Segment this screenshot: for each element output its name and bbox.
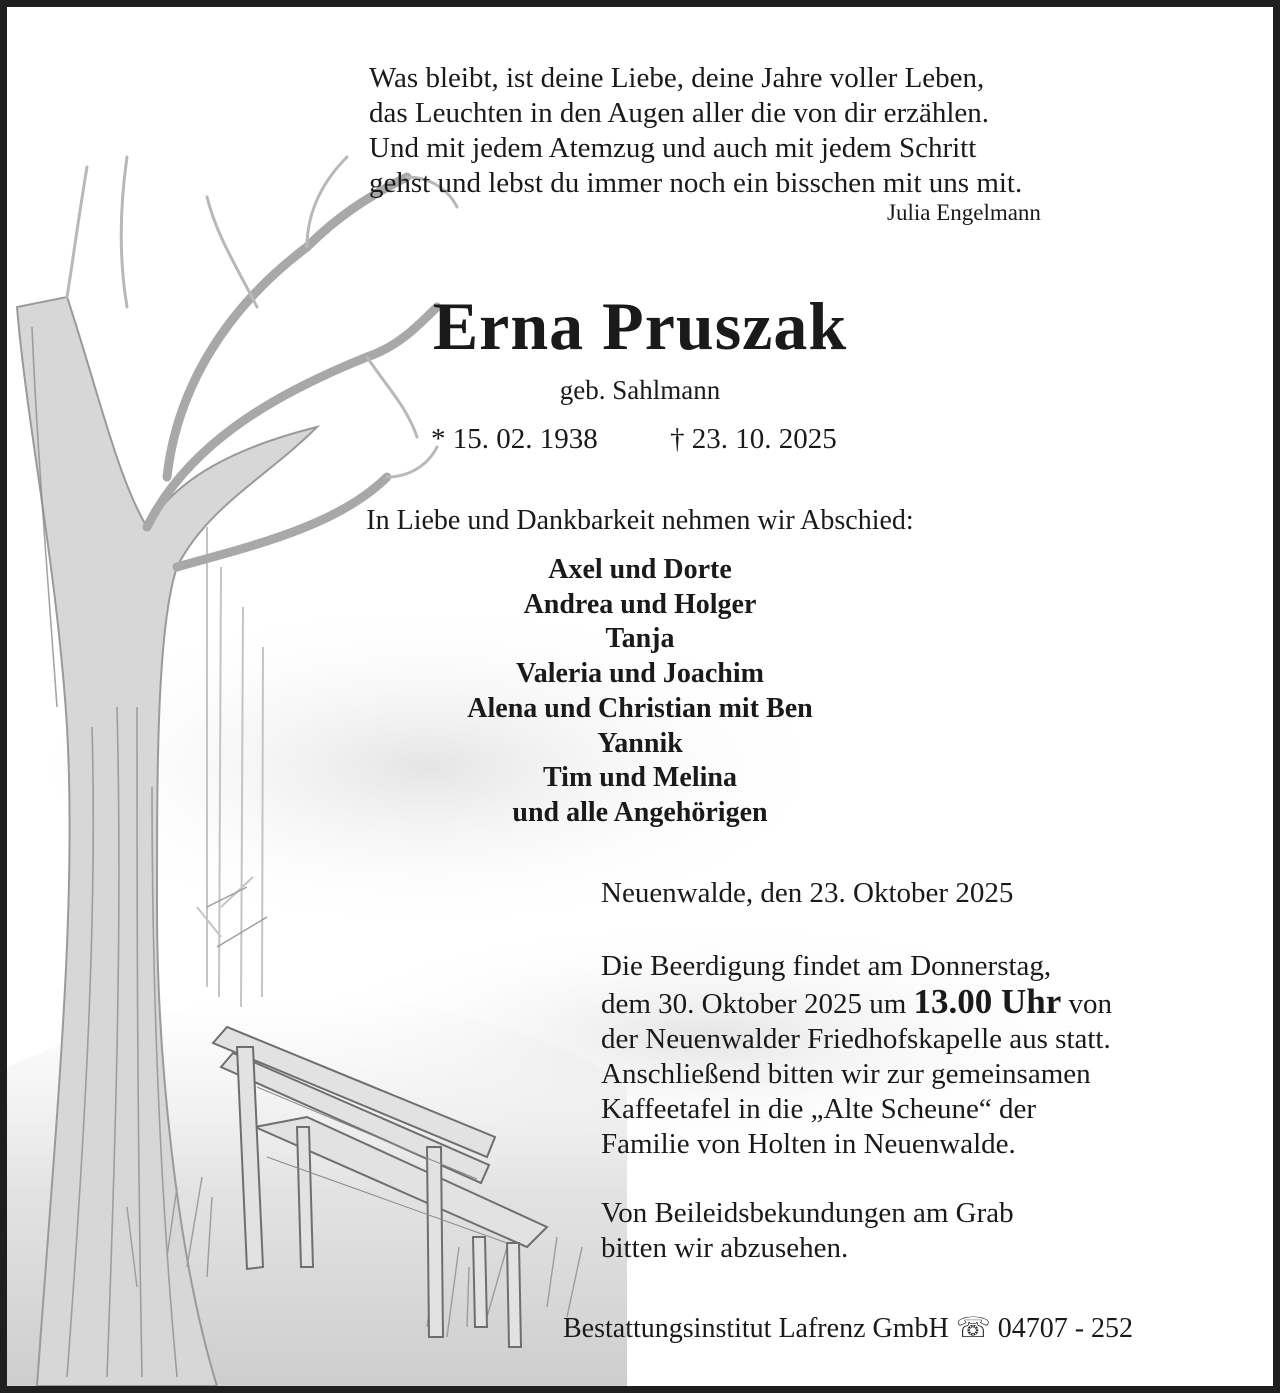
funeral-line: Kaffeetafel in die „Alte Scheune“ der <box>601 1093 1037 1125</box>
funeral-line: der Neuenwalder Friedhofskapelle aus statt. <box>601 1023 1111 1055</box>
undertaker-phone: 04707 - 252 <box>997 1313 1134 1344</box>
undertaker <box>563 1311 1133 1345</box>
condolence-line: Von Beileidsbekundungen am Grab <box>601 1197 1014 1229</box>
mourner: Valeria und Joachim <box>516 658 764 690</box>
farewell-text: In Liebe und Dankbarkeit nehmen wir Abschied: <box>366 505 914 536</box>
undertaker-name: Bestattungsinstitut Lafrenz GmbH <box>563 1313 949 1344</box>
mourners-list <box>7 553 1273 831</box>
funeral-line: Die Beerdigung findet am Donnerstag, <box>601 950 1052 982</box>
mourner: Yannik <box>597 727 683 759</box>
maiden-name: geb. Sahlmann <box>559 375 721 405</box>
poem-line: Was bleibt, ist deine Liebe, deine Jahre voller Leben, <box>369 62 985 94</box>
funeral-date-text: dem 30. Oktober 2025 um <box>601 988 914 1020</box>
funeral-time: 13.00 Uhr <box>913 982 1062 1021</box>
funeral-from-text: von <box>1061 988 1113 1020</box>
place-and-date: Neuenwalde, den 23. Oktober 2025 <box>601 877 1014 909</box>
poem-author: Julia Engelmann <box>887 200 1041 225</box>
condolence-line: bitten wir abzusehen. <box>601 1232 849 1264</box>
poem-line: das Leuchten in den Augen aller die von dir erzählen. <box>369 97 990 129</box>
mourner: Axel und Dorte <box>548 554 732 585</box>
funeral-info <box>601 949 1112 1162</box>
death-date: † 23. 10. 2025 <box>670 423 837 455</box>
mourner: Andrea und Holger <box>523 588 757 620</box>
funeral-line: Familie von Holten in Neuenwalde. <box>601 1128 1016 1160</box>
funeral-line: Anschließend bitten wir zur gemeinsamen <box>601 1058 1091 1090</box>
poem <box>369 61 1022 201</box>
poem-line: Und mit jedem Atemzug und auch mit jedem Schritt <box>369 132 977 164</box>
mourner: Alena und Christian mit Ben <box>467 692 813 724</box>
deceased-name: Erna Pruszak <box>432 288 848 364</box>
funeral-line <box>601 984 1112 1022</box>
condolence-info <box>601 1196 1014 1266</box>
mourner: Tim und Melina <box>543 762 737 794</box>
mourner: Tanja <box>605 623 675 655</box>
telephone-icon: ☏ <box>955 1313 991 1344</box>
birth-date: * 15. 02. 1938 <box>431 423 598 455</box>
poem-line: gehst und lebst du immer noch ein bisschen mit uns mit. <box>369 167 1023 199</box>
mourner: und alle Angehörigen <box>512 796 768 828</box>
